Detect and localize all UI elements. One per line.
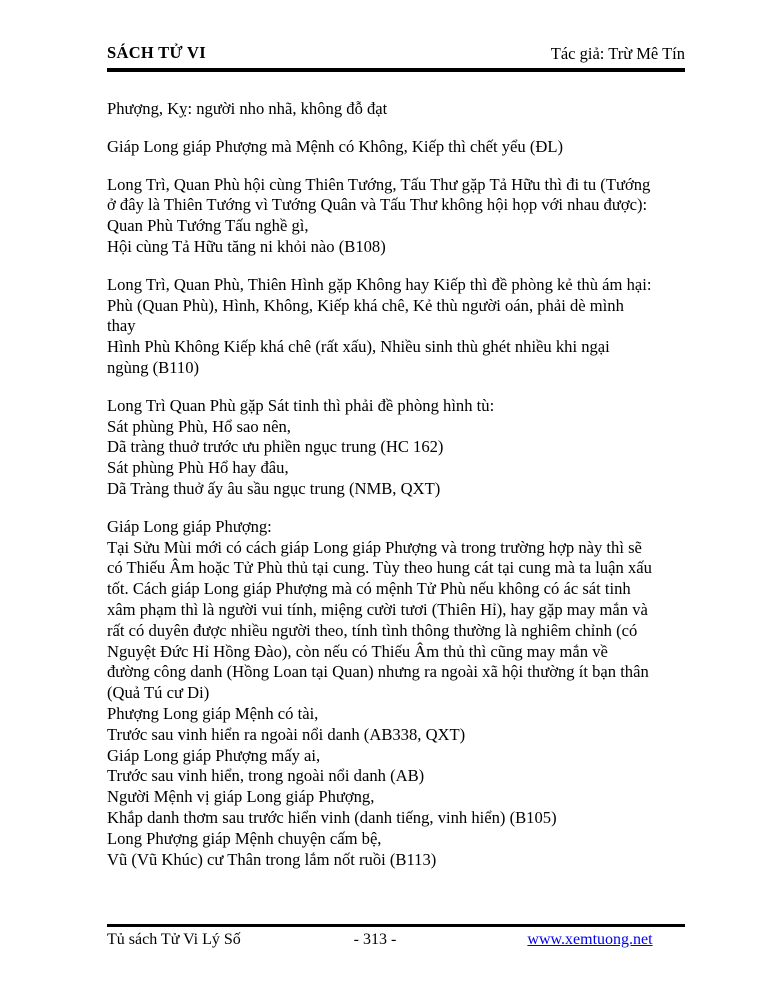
text-line: Nguyệt Đức Hỉ Hồng Đào), còn nếu có Thiếu Âm thủ thì cũng may mắn về [107, 641, 608, 661]
footer-link-container [500, 931, 680, 949]
text-line: ngùng (B110) [107, 357, 200, 377]
paragraph [107, 175, 687, 258]
text-line: Phượng, Kỵ: người nho nhã, không đỗ đạt [107, 99, 388, 118]
text-line: Vũ (Vũ Khúc) cư Thân trong lắm nốt ruồi (B113) [107, 849, 437, 869]
footer-divider-rule [107, 924, 685, 927]
text-line: rất có duyên được nhiều người theo, tính tình thông thường là nghiêm chỉnh (có [107, 620, 638, 640]
header-divider-rule [107, 68, 685, 72]
text-line: Trước sau vinh hiển, trong ngoài nổi danh (AB) [107, 766, 425, 786]
text-line: Long Trì Quan Phù gặp Sát tinh thì phải đề phòng hình tù: [107, 395, 495, 415]
text-line: đường công danh (Hồng Loan tại Quan) nhưng ra ngoài xã hội thường ít bạn thân [107, 662, 649, 682]
text-line: Trước sau vinh hiển ra ngoài nổi danh (AB338, QXT) [107, 724, 466, 744]
text-line: Khắp danh thơm sau trước hiển vinh (danh tiếng, vinh hiển) (B105) [107, 807, 557, 827]
text-line: Long Trì, Quan Phù, Thiên Hình gặp Không hay Kiếp thì đề phòng kẻ thù ám hại: [107, 274, 652, 294]
paragraph [107, 517, 687, 871]
text-line: Hình Phù Không Kiếp khá chê (rất xấu), Nhiều sinh thù ghét nhiều khi ngại [107, 337, 610, 357]
text-line: Người Mệnh vị giáp Long giáp Phượng, [107, 787, 375, 807]
paragraph [107, 137, 687, 158]
text-line: Dã Tràng thuở ấy âu sầu ngục trung (NMB, QXT) [107, 478, 441, 498]
paragraph [107, 396, 687, 500]
footer-series-title: Tủ sách Tử Vi Lý Số [107, 931, 241, 948]
text-line: Sát phùng Phù Hổ hay đâu, [107, 458, 289, 478]
paragraph [107, 275, 687, 379]
footer-page-number: - 313 - [353, 931, 397, 948]
text-line: Tại Sửu Mùi mới có cách giáp Long giáp Phượng và trong trường hợp này thì sẽ [107, 537, 642, 557]
text-line: thay [107, 316, 136, 336]
text-line: Hội cùng Tả Hữu tăng ni khỏi nào (B108) [107, 236, 386, 256]
text-line: Long Phượng giáp Mệnh chuyện cấm bệ, [107, 828, 382, 848]
footer-website-link[interactable]: www.xemtuong.net [527, 931, 653, 948]
paragraph [107, 99, 687, 120]
body-paragraphs [107, 99, 687, 870]
text-line: Phù (Quan Phù), Hình, Không, Kiếp khá chê, Kẻ thù người oán, phải dè mình [107, 295, 624, 315]
text-line: Phượng Long giáp Mệnh có tài, [107, 703, 319, 723]
text-line: tốt. Cách giáp Long giáp Phượng mà có mệnh Tử Phù nếu không có ác sát tinh [107, 579, 631, 599]
text-line: Dã tràng thuở trước ưu phiền ngục trung (HC 162) [107, 437, 444, 457]
text-line: Quan Phù Tướng Tấu nghề gì, [107, 216, 309, 236]
page-header-author: Tác giả: Trừ Mê Tín [550, 44, 685, 63]
text-line: Giáp Long giáp Phượng mấy ai, [107, 745, 321, 765]
text-line: (Quả Tú cư Di) [107, 683, 210, 703]
text-line: Sát phùng Phù, Hổ sao nên, [107, 416, 291, 436]
text-line: ở đây là Thiên Tướng vì Tướng Quân và Tấu Thư không hội họp với nhau được): [107, 195, 648, 215]
text-line: Giáp Long giáp Phượng mà Mệnh có Không, Kiếp thì chết yểu (ĐL) [107, 136, 564, 156]
page-header-title: SÁCH TỬ VI [107, 43, 206, 62]
text-line: Long Trì, Quan Phù hội cùng Thiên Tướng, Tấu Thư gặp Tả Hữu thì đi tu (Tướng [107, 174, 651, 194]
text-line: xâm phạm thì là người vui tính, miệng cười tươi (Thiên Hỉ), hay gặp may mắn và [107, 599, 648, 619]
text-line: Giáp Long giáp Phượng: [107, 516, 272, 536]
text-line: có Thiếu Âm hoặc Tử Phù thủ tại cung. Tùy theo hung cát tại cung mà ta luận xấu [107, 558, 652, 578]
